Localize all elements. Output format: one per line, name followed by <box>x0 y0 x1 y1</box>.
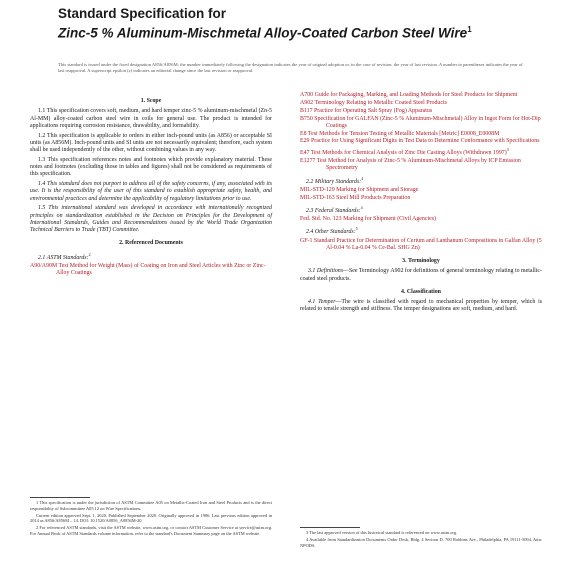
footnote: Current edition approved Sept. 1, 2020. Published September 2020. Originally approved in 1986. Last previous edition approved in 2014 as A856/A856M – 14. DOI: 10.1520/A0856_A0856M-20. <box>30 512 272 524</box>
footnote-divider-right <box>300 527 360 528</box>
other-footnote-mark: 5 <box>355 226 358 232</box>
footnote-divider-left <box>30 497 90 498</box>
reference-entry <box>300 92 542 99</box>
terminology-text: —See Terminology A902 for definitions of general terminology relating to metallic-coated steel products. <box>300 268 542 282</box>
classification-para-1 <box>300 299 542 314</box>
reference-title: Standard Practice for Determination of Cerium and Lanthanum Compositions in Galfan Alloy (5 Al-0.04 % La-0.04 % Ce-Bal. SHG Zn) <box>313 237 542 251</box>
footnote: 1 This specification is under the jurisdiction of ASTM Committee A05 on Metallic-Coated Iron and Steel Products and is the direct responsibility of Subcommittee A05.12 on Wire Specifications. <box>30 500 272 511</box>
reference-entry <box>300 138 542 145</box>
reference-code-link[interactable]: E8 <box>300 130 307 137</box>
reference-code-link[interactable]: B750 <box>300 115 313 122</box>
designation-note: This standard is issued under the fixed designation A856/A856M; the number immediately following the designation indicates the year of original adoption or, in the case of revision, the year of last revision. A number in parentheses indicates the year of last reapproval. A superscript epsilon (ε) indicates an editorial change since the last revision or reapproval. <box>58 62 523 74</box>
military-footnote-mark: 4 <box>361 175 364 181</box>
classification-heading: 4. Classification <box>401 288 441 295</box>
footnote: 4 Available from Standardization Documents Order Desk, Bldg. 4 Section D, 700 Robbins Ave., Philadelphia, PA 19111-5094, Attn: NPODS. <box>300 536 542 548</box>
reference-code-link[interactable]: E29 <box>300 138 310 145</box>
terminology-para-1 <box>300 268 542 283</box>
footnotes-left <box>30 500 272 538</box>
reference-footnote-mark: 3 <box>506 147 509 153</box>
reference-title: Marking for Shipment (Civil Agencies) <box>343 216 436 223</box>
classification-lead: 4.1 Temper <box>308 299 336 306</box>
reference-code-link[interactable]: MIL-STD-129 <box>300 186 335 193</box>
reference-title: Steel Mill Products Preparation <box>336 194 411 201</box>
reference-code-link[interactable]: GF-1 <box>300 237 313 244</box>
other-standards-label <box>306 225 542 236</box>
scope-para-3: 1.3 This specification references notes and footnotes which provide explanatory material. These notes and footnotes (excluding those in tables and figures) shall not be considered as requirements of this specification. <box>30 156 272 178</box>
left-column <box>30 92 272 278</box>
reference-code-link[interactable]: E1277 <box>300 158 316 165</box>
reference-code-link[interactable]: A902 <box>300 99 314 106</box>
astm-standards-text: 2.1 ASTM Standards: <box>38 254 89 261</box>
reference-title: Practice for Using Significant Digits in Test Data to Determine Conformance with Specifications <box>310 138 540 145</box>
reference-title: Test Methods for Chemical Analysis of Zinc Die Casting Alloys (Withdrawn 1997) <box>310 150 507 157</box>
reference-code-link[interactable]: B117 <box>300 107 313 114</box>
reference-title: Practice for Operating Salt Spray (Fog) Apparatus <box>314 107 433 114</box>
military-standards-label <box>306 175 542 186</box>
reference-entry <box>30 263 272 278</box>
reference-title: Specification for GALFAN (Zinc-5 % Aluminum-Mischmetal) Alloy in Ingot Form for Hot-Dip Coatings <box>314 115 541 129</box>
footnote: 2 For referenced ASTM standards, visit the ASTM website, www.astm.org, or contact ASTM Customer Service at service@astm.org. For Annual Book of ASTM Standards volume information, refer to the standard's Document Summary page on the ASTM website. <box>30 525 272 536</box>
reference-entry <box>300 195 542 202</box>
referenced-documents-heading: 2. Referenced Documents <box>119 240 183 247</box>
scope-para-4: 1.4 This standard does not purport to address all of the safety concerns, if any, associated with its use. It is the responsibility of the user of this standard to establish appropriate safety, health, and environmental practices and determine the applicability of regulatory limitations prior to use. <box>30 181 272 202</box>
reference-title: Marking for Shipment and Storage <box>336 186 419 193</box>
classification-text: —The wire is classified with regard to mechanical properties by temper, which is related to tensile strength and stiffness. The temper designations are soft, medium, and hard. <box>300 299 542 313</box>
federal-footnote-mark: 4 <box>360 204 363 210</box>
reference-code-link[interactable]: A700 <box>300 92 314 98</box>
footnote: 3 The last approved version of this historical standard is referenced on www.astm.org. <box>306 530 458 535</box>
right-column <box>300 92 542 316</box>
scope-para-2: 1.2 This specification is applicable to orders in either inch-pound units (as A856) or acceptable SI units (as A856M). Inch-pound units and SI units are not necessarily equivalent; therefore, each system shall be used independently of the other, without combining values in any way. <box>30 132 272 153</box>
reference-title: Guide for Packaging, Marking, and Loading Methods for Steel Products for Shipment <box>314 92 518 98</box>
federal-standards-label <box>306 204 542 215</box>
scope-para-1: 1.1 This specification covers soft, medium, and hard temper zinc-5 % aluminum-mischmetal (Zn-5 Al-MM) alloy-coated carbon steel wire in coils for general use. The product is intended for applications requiring corrosion resistance, drawability, and formability. <box>30 108 272 129</box>
standard-title-prefix: Standard Specification for <box>58 6 227 21</box>
astm-standards-label <box>38 251 272 262</box>
other-reference-list <box>300 238 542 253</box>
reference-entry <box>300 131 542 138</box>
reference-title: Test Method for Analysis of Zinc-5 % Aluminum-Mischmetal Alloys by ICP Emission Spectrometry <box>316 158 521 172</box>
reference-entry <box>300 108 542 115</box>
reference-code-link[interactable]: Fed. Std. No. 123 <box>300 216 342 223</box>
right-reference-list <box>300 92 542 173</box>
left-reference-list <box>30 263 272 278</box>
other-standards-text: 2.4 Other Standards: <box>306 229 356 236</box>
military-reference-list <box>300 187 542 202</box>
military-standards-text: 2.2 Military Standards: <box>306 178 362 185</box>
reference-code-link[interactable]: A90/A90M <box>30 263 58 270</box>
scope-para-5: 1.5 This international standard was developed in accordance with internationally recognized principles on standardization established in the Decision on Principles for the Development of International Standards, Guides and Recommendations issued by the World Trade Organization Technical Barriers to Trade (TBT) Committee. <box>30 205 272 233</box>
reference-title: Test Methods for Tension Testing of Metallic Materials [Metric] E0008_E0008M <box>307 130 500 137</box>
title-footnote-mark: 1 <box>467 25 472 34</box>
reference-entry <box>300 187 542 194</box>
reference-code-link[interactable]: MIL-STD-163 <box>300 194 335 201</box>
astm-footnote-mark: 2 <box>88 251 91 257</box>
reference-entry <box>300 146 542 157</box>
reference-entry <box>300 238 542 253</box>
terminology-lead: 3.1 Definitions <box>308 268 344 275</box>
footnotes-right <box>300 530 542 550</box>
standard-title-text: Zinc-5 % Aluminum-Mischmetal Alloy-Coated Carbon Steel Wire <box>58 25 468 41</box>
federal-standards-text: 2.3 Federal Standards: <box>306 207 361 214</box>
federal-reference-list <box>300 216 542 223</box>
standard-title <box>58 22 528 42</box>
reference-entry <box>300 216 542 223</box>
reference-code-link[interactable]: E47 <box>300 150 310 157</box>
scope-heading: 1. Scope <box>140 98 162 104</box>
reference-title: Test Method for Weight (Mass) of Coating on Iron and Steel Articles with Zinc or Zinc-Alloy Coatings <box>56 263 266 277</box>
reference-entry <box>300 100 542 107</box>
reference-entry <box>300 116 542 131</box>
reference-title: Terminology Relating to Metallic Coated Steel Products <box>314 99 447 106</box>
reference-entry <box>300 158 542 173</box>
terminology-heading: 3. Terminology <box>402 258 440 265</box>
